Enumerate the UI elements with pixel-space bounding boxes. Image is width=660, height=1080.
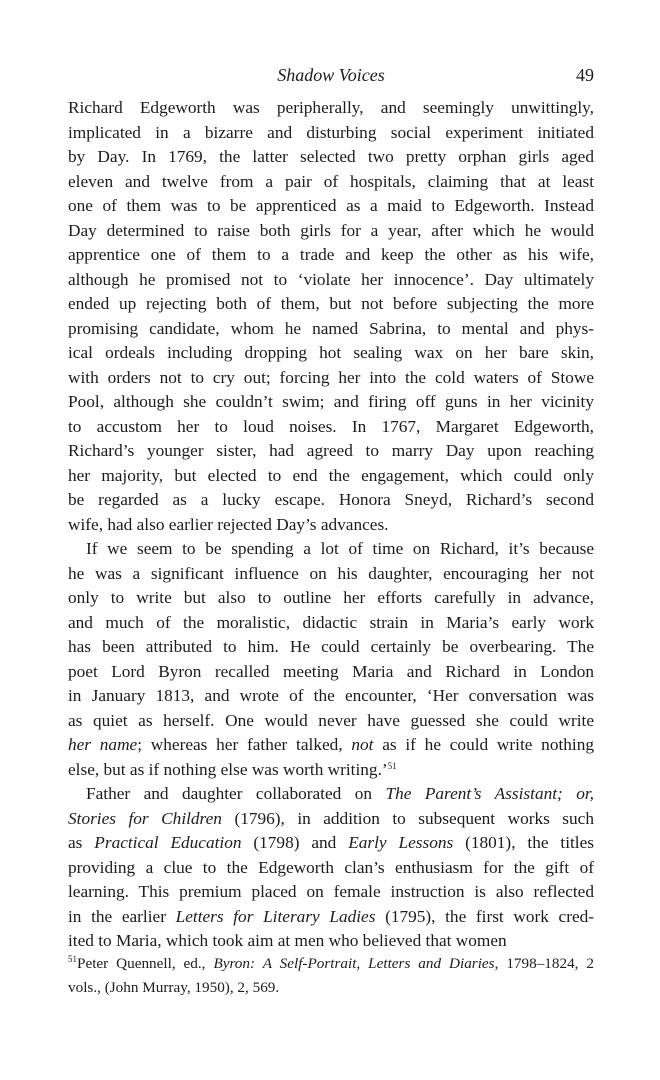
footnote-marker: 51 [387, 760, 397, 771]
text-run: (1795), the first work cred- [375, 906, 595, 926]
text-run: Richard Edgeworth was peripherally, and seemingly unwittingly, [68, 98, 594, 117]
text-line [68, 170, 594, 195]
text-line [68, 439, 594, 464]
text-run: promising candidate, whom he named Sabrina, to mental and phys- [68, 318, 594, 338]
text-line [68, 929, 594, 954]
text-run: wife, had also earlier rejected Day’s advances. [68, 514, 389, 534]
text-run: Richard’s younger sister, had agreed to marry Day upon reaching [68, 441, 594, 460]
text-line [68, 733, 594, 758]
text-run: with orders not to cry out; forcing her into the cold waters of Stowe [68, 367, 594, 387]
text-run: (1801), the titles [453, 833, 594, 852]
text-run: , 1798–1824, 2 [494, 955, 595, 972]
text-run: apprentice one of them to a trade and keep the other as his wife, [68, 245, 594, 264]
text-run: else, but as if nothing else was worth writing.’ [68, 759, 388, 779]
text-line [68, 684, 594, 709]
text-run: her majority, but elected to end the engagement, which could only [68, 465, 594, 485]
text-line [68, 268, 594, 293]
body-text [68, 96, 594, 954]
text-run: one of them was to be apprenticed as a maid to Edgeworth. Instead [68, 196, 594, 215]
text-line [68, 611, 594, 636]
italic-text: Letters for Literary Ladies [175, 906, 376, 926]
italic-text: her name [68, 735, 138, 754]
italic-text: Stories for Children [68, 808, 222, 828]
footnote-marker: 51 [68, 954, 77, 964]
paragraph [68, 537, 594, 782]
text-run: to accustom her to loud noises. In 1767, Margaret Edgeworth, [68, 416, 594, 436]
text-line [68, 660, 594, 685]
text-run: vols., (John Murray, 1950), 2, 569. [68, 979, 280, 996]
text-run: If we seem to be spending a lot of time on Richard, it’s because [86, 539, 594, 558]
text-line [68, 415, 594, 440]
text-line [68, 317, 594, 342]
paragraph [68, 782, 594, 954]
text-run: Day determined to raise both girls for a year, after which he would [68, 220, 594, 240]
text-run: by Day. In 1769, the latter selected two pretty orphan girls aged [68, 147, 594, 166]
footnote-line [68, 952, 594, 976]
page-number: 49 [576, 65, 594, 85]
text-line [68, 292, 594, 317]
footnote-line [68, 976, 594, 1000]
italic-text: Byron: A Self-Portrait, Letters and Diaries [213, 955, 495, 972]
running-title: Shadow Voices [277, 65, 385, 85]
text-line [68, 586, 594, 611]
italic-text: The Parent’s Assistant; or, [385, 784, 594, 803]
text-line [68, 880, 594, 905]
text-line [68, 562, 594, 587]
footnote [68, 952, 594, 1000]
text-line [68, 782, 594, 807]
text-run: ical ordeals including dropping hot sealing wax on her bare skin, [68, 343, 594, 362]
text-run: and much of the moralistic, didactic strain in Maria’s early work [68, 612, 594, 632]
text-run: in January 1813, and wrote of the encounter, ‘Her conversation was [68, 686, 594, 705]
text-run: Peter Quennell, ed., [77, 955, 214, 972]
text-run: as quiet as herself. One would never have guessed she could write [68, 710, 594, 730]
text-line [68, 96, 594, 121]
text-run: be regarded as a lucky escape. Honora Sneyd, Richard’s second [68, 490, 594, 509]
text-line [68, 341, 594, 366]
text-run: ited to Maria, which took aim at men who believed that women [68, 931, 507, 950]
text-line [68, 856, 594, 881]
text-line [68, 390, 594, 415]
text-line [68, 219, 594, 244]
text-run: eleven and twelve from a pair of hospitals, claiming that at least [68, 171, 594, 191]
text-line [68, 464, 594, 489]
text-run: in the earlier [68, 906, 176, 926]
text-line [68, 709, 594, 734]
text-run: poet Lord Byron recalled meeting Maria and Richard in London [68, 661, 594, 681]
paragraph [68, 96, 594, 537]
text-run: as if he could write nothing [373, 735, 594, 754]
text-line [68, 807, 594, 832]
text-line [68, 513, 594, 538]
text-run: has been attributed to him. He could certainly be overbearing. The [68, 637, 594, 656]
text-line [68, 121, 594, 146]
text-run: ; whereas her father talked, [137, 735, 352, 754]
text-run: learning. This premium placed on female instruction is also reflected [68, 882, 594, 901]
text-line [68, 366, 594, 391]
text-line [68, 194, 594, 219]
text-line [68, 243, 594, 268]
text-run: he was a significant influence on his daughter, encouraging her not [68, 563, 594, 583]
text-run: ended up rejecting both of them, but not before subjecting the more [68, 294, 594, 313]
footnotes [68, 952, 594, 1000]
text-line [68, 145, 594, 170]
text-run: (1796), in addition to subsequent works such [221, 808, 594, 828]
text-run: Father and daughter collaborated on [86, 784, 386, 803]
text-line [68, 831, 594, 856]
text-line [68, 488, 594, 513]
text-run: Pool, although she couldn’t swim; and firing off guns in her vicinity [68, 392, 594, 411]
italic-text: Practical Education [94, 833, 242, 852]
text-run: although he promised not to ‘violate her innocence’. Day ultimately [68, 269, 594, 289]
text-run: providing a clue to the Edgeworth clan’s enthusiasm for the gift of [68, 857, 594, 877]
text-line [68, 905, 594, 930]
text-run: (1798) and [241, 833, 349, 852]
text-run: implicated in a bizarre and disturbing social experiment initiated [68, 122, 594, 142]
running-head [68, 62, 594, 88]
text-line [68, 537, 594, 562]
text-run: only to write but also to outline her efforts carefully in advance, [68, 588, 594, 607]
text-line [68, 635, 594, 660]
italic-text: not [351, 735, 374, 754]
text-line [68, 758, 594, 783]
text-run: as [68, 833, 95, 852]
italic-text: Early Lessons [348, 833, 454, 852]
